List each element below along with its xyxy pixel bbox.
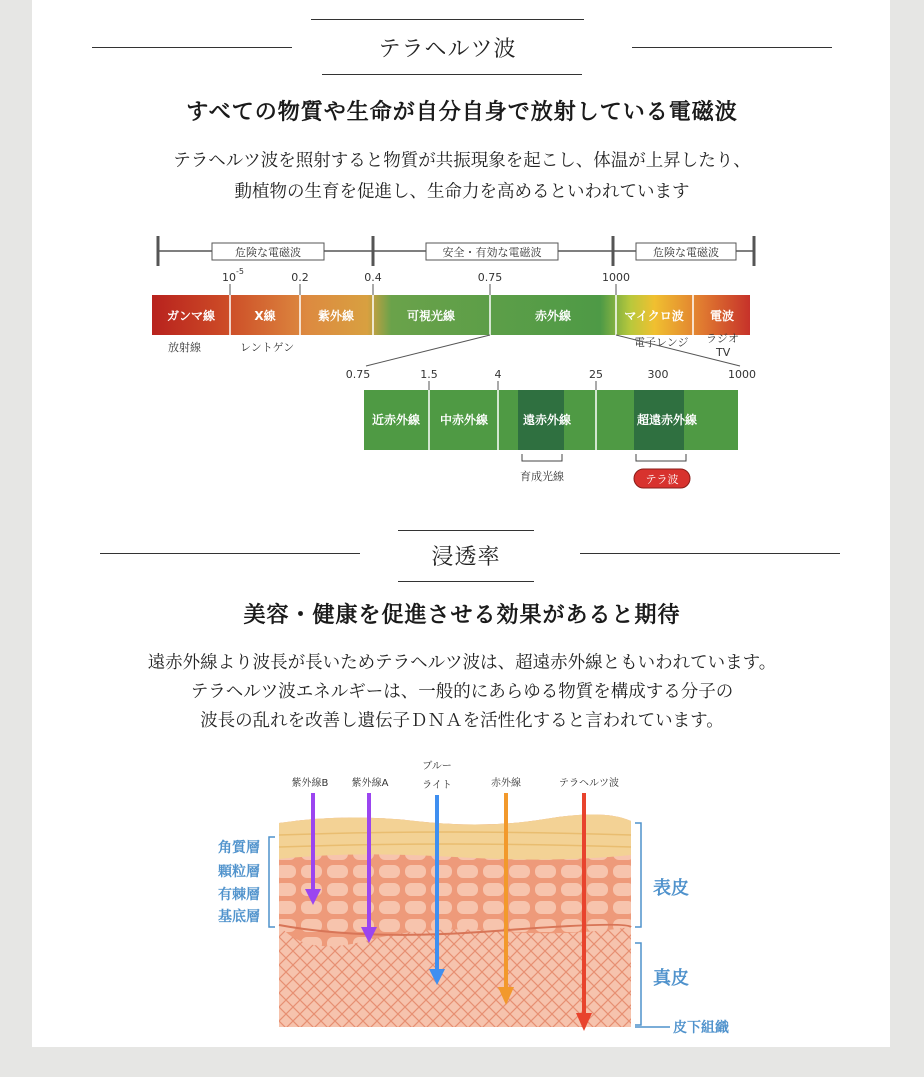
title2-rule-top — [398, 530, 534, 531]
subband-far-ir: 遠赤外線 — [522, 413, 572, 427]
label-radiation: 放射線 — [168, 341, 201, 354]
scale-top — [222, 267, 630, 295]
range-label-danger-1: 危険な電磁波 — [235, 246, 301, 259]
ray-label-uvb: 紫外線B — [291, 778, 329, 789]
layer-label-subcutis: 皮下組織 — [673, 1020, 729, 1036]
section2-body-line1: 遠赤外線より波長が長いためテラヘルツ波は、超遠赤外線ともいわれています。 — [147, 653, 777, 673]
label-xray-photo: レントゲン — [240, 341, 295, 354]
tera-wave-badge-label: テラ波 — [645, 473, 679, 486]
scale-bottom — [346, 368, 756, 381]
section1-headline: すべての物質や生命が自分自身で放射している電磁波 — [186, 99, 738, 125]
ray-label-bluelight-2: ライト — [422, 780, 452, 791]
layer-label-corneum: 角質層 — [218, 840, 260, 856]
scale-top-label: 0.2 — [291, 271, 309, 284]
scale-top-label: 0.75 — [477, 271, 503, 284]
section-title-penetration: 浸透率 — [431, 545, 501, 570]
scale-bottom-label: 25 — [589, 368, 603, 381]
subband-mid-ir: 中赤外線 — [439, 413, 489, 427]
scale-bottom-label: 1.5 — [420, 368, 438, 381]
band-infrared: 赤外線 — [534, 309, 572, 323]
scale-bottom-label: 4 — [494, 368, 502, 381]
ray-label-terahertz: テラヘルツ波 — [559, 778, 619, 789]
scale-bottom-label: 1000 — [728, 368, 756, 381]
section1-body-line1: テラヘルツ波を照射すると物質が共振現象を起こし、体温が上昇したり、 — [173, 151, 751, 171]
ray-label-uva: 紫外線A — [351, 778, 389, 789]
scale-top-label: 1000 — [602, 271, 630, 284]
ray-label-ir: 赤外線 — [491, 778, 521, 789]
band-gamma: ガンマ線 — [166, 309, 216, 323]
layer-label-epidermis: 表皮 — [653, 878, 689, 899]
band-visible: 可視光線 — [406, 309, 456, 323]
skin-penetration-diagram — [195, 755, 755, 1040]
layer-label-basal: 基底層 — [218, 909, 260, 925]
section-title-terahertz: テラヘルツ波 — [378, 37, 517, 62]
layer-label-dermis: 真皮 — [653, 968, 689, 989]
scale-top-label: 10 — [222, 271, 236, 284]
stratum-corneum-layer — [279, 814, 631, 859]
range-label-danger-2: 危険な電磁波 — [653, 246, 719, 259]
title-rule-top — [311, 19, 584, 20]
layer-label-granular: 顆粒層 — [218, 864, 260, 880]
label-growth-ray: 育成光線 — [520, 470, 564, 483]
subband-very-far-ir: 超遠赤外線 — [636, 413, 698, 427]
section2-body-line3: 波長の乱れを改善し遺伝子ＤＮＡを活性化すると言われています。 — [200, 711, 724, 731]
band-microwave: マイクロ波 — [624, 309, 684, 323]
section1-body-line2: 動植物の生育を促進し、生命力を高めるといわれています — [234, 182, 690, 202]
layer-label-spinous: 有棘層 — [218, 887, 260, 903]
band-uv: 紫外線 — [317, 309, 355, 323]
ray-label-bluelight: ブルー — [422, 761, 452, 772]
section2-headline: 美容・健康を促進させる効果があると期待 — [243, 602, 681, 628]
label-radio: ラジオ — [706, 332, 739, 345]
title2-rule-left — [100, 553, 360, 554]
scale-bottom-label: 300 — [647, 368, 669, 381]
band-xray: X線 — [254, 309, 276, 323]
section2-body-line2: テラヘルツ波エネルギーは、一般的にあらゆる物質を構成する分子の — [190, 682, 734, 702]
range-label-safe: 安全・有効な電磁波 — [442, 246, 542, 259]
title2-rule-right — [580, 553, 840, 554]
title-rule-right — [632, 47, 832, 48]
band-radio: 電波 — [709, 309, 735, 323]
scale-top-exponent: -5 — [236, 267, 244, 276]
label-microwave-oven: 電子レンジ — [634, 336, 689, 349]
label-tv: TV — [716, 346, 731, 359]
subband-near-ir: 近赤外線 — [371, 413, 421, 427]
title2-rule-bottom — [398, 581, 534, 582]
title-rule-left — [92, 47, 292, 48]
scale-bottom-label: 0.75 — [345, 368, 371, 381]
scale-top-label: 0.4 — [364, 271, 382, 284]
range-ruler — [158, 236, 754, 266]
title-rule-bottom — [322, 74, 582, 75]
em-spectrum-diagram — [140, 228, 770, 498]
